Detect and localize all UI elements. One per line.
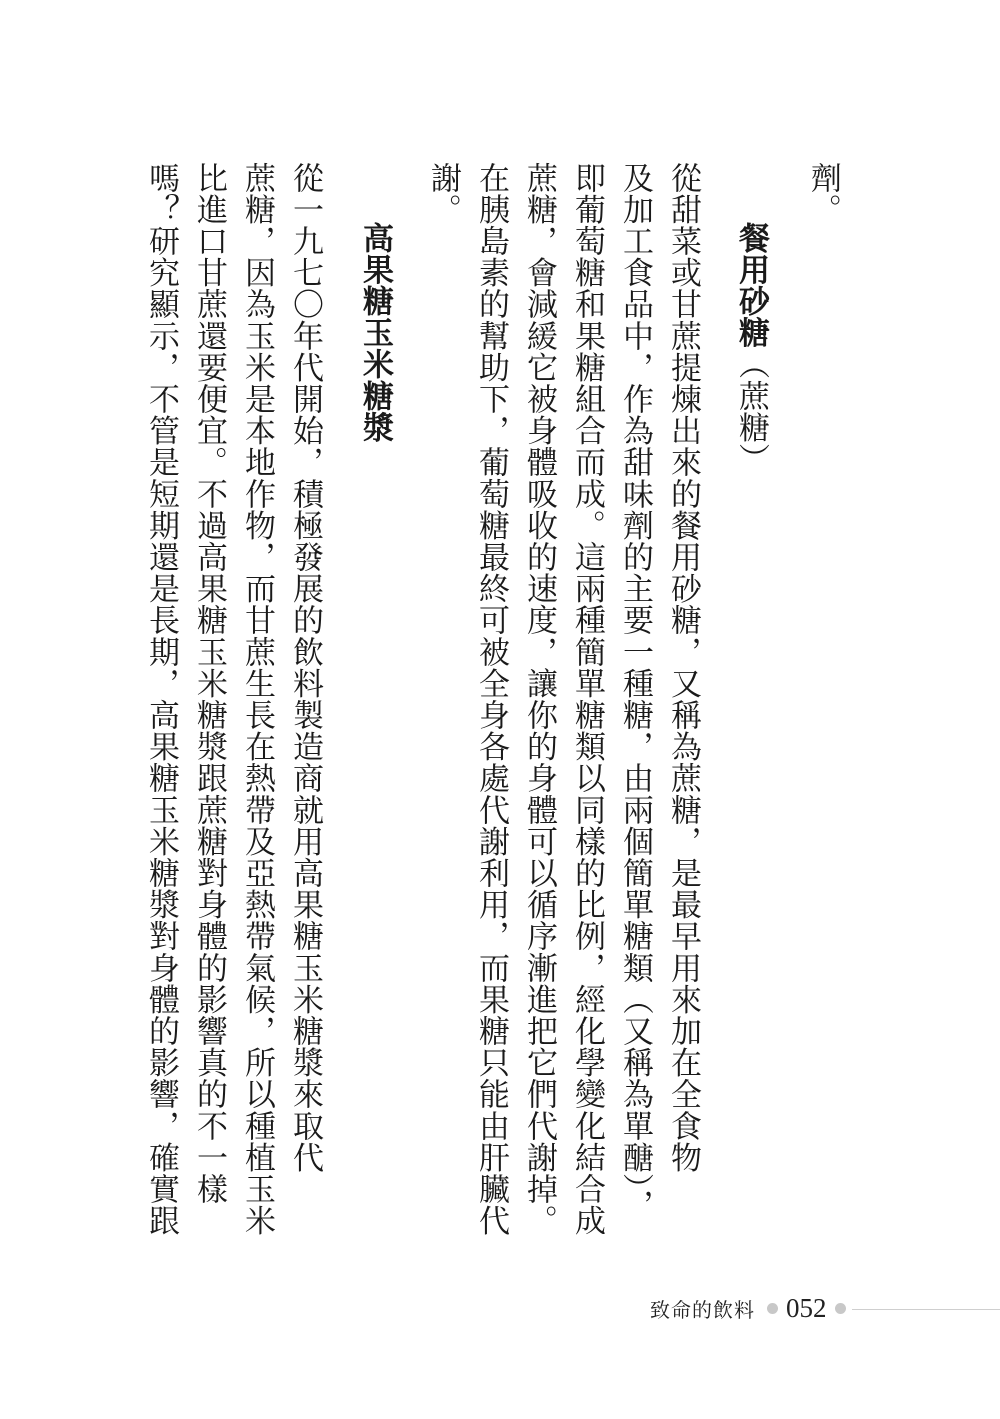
book-title: 致命的飲料 (650, 1297, 755, 1322)
page-footer (650, 1290, 1000, 1326)
text-column-6: 在胰島素的幫助下，葡萄糖最終可被全身各處代謝利用，而果糖只能由肝臟代 (473, 162, 509, 1237)
text-column-11: 嗎？研究顯示，不管是短期還是長期，高果糖玉米糖漿對身體的影響，確實跟 (143, 162, 179, 1237)
text-column-5: 蔗糖，會減緩它被身體吸收的速度，讓你的身體可以循序漸進把它們代謝掉。 (521, 162, 557, 1237)
page-number: 052 (786, 1292, 827, 1323)
footer-rule (852, 1309, 1000, 1310)
section-heading-sucrose (728, 222, 774, 1222)
text-column-9: 蔗糖，因為玉米是本地作物，而甘蔗生長在熱帶及亞熱帶氣候，所以種植玉米 (239, 162, 275, 1237)
bullet-dot-icon (767, 1303, 778, 1314)
section-heading-hfcs: 高果糖玉米糖漿 (357, 222, 393, 444)
text-column-4: 即葡萄糖和果糖組合而成。這兩種簡單糖類以同樣的比例，經化學變化結合成 (569, 162, 605, 1237)
text-column-3: 及加工食品中，作為甜味劑的主要一種糖，由兩個簡單糖類（又稱為單醣）， (617, 162, 653, 1221)
text-column-1: 劑。 (805, 162, 841, 226)
section-heading-sucrose-paren: （蔗糖） (733, 348, 769, 475)
text-column-2: 從甜菜或甘蔗提煉出來的餐用砂糖，又稱為蔗糖，是最早用來加在全食物 (665, 162, 701, 1174)
text-column-7: 謝。 (425, 162, 461, 226)
text-column-10: 比進口甘蔗還要便宜。不過高果糖玉米糖漿跟蔗糖對身體的影響真的不一樣 (191, 162, 227, 1205)
text-column-8: 從一九七〇年代開始，積極發展的飲料製造商就用高果糖玉米糖漿來取代 (287, 162, 323, 1174)
bullet-dot-icon (835, 1303, 846, 1314)
section-heading-sucrose-main: 餐用砂糖 (733, 222, 769, 349)
